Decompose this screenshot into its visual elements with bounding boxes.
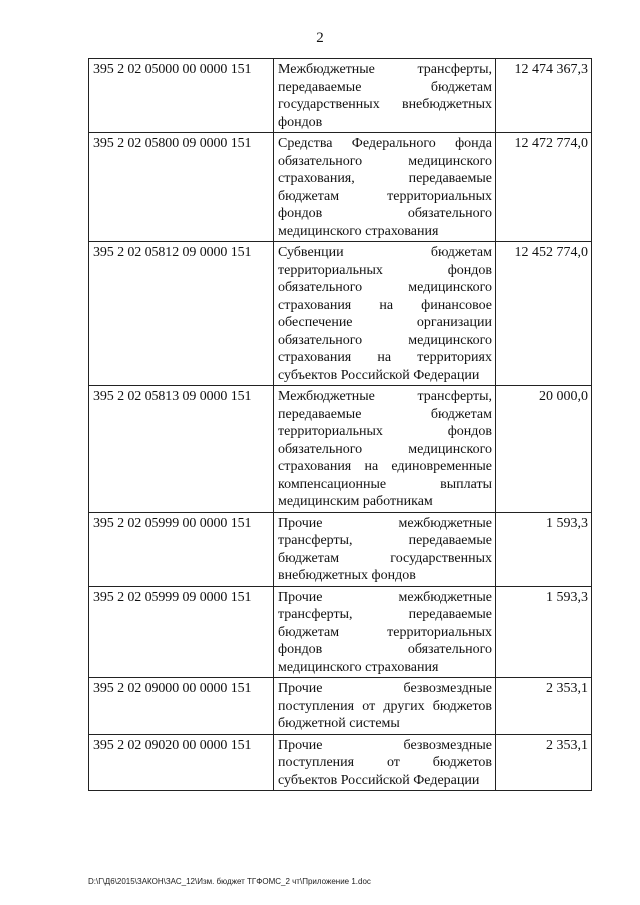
name-cell: Прочие безвозмездные поступления от бюджетов субъектов Российской Федерации (274, 734, 496, 791)
table-row (89, 59, 592, 133)
code-cell: 395 2 02 05999 00 0000 151 (89, 512, 274, 586)
code-cell: 395 2 02 05800 09 0000 151 (89, 133, 274, 242)
code-cell: 395 2 02 05813 09 0000 151 (89, 386, 274, 513)
table-row (89, 512, 592, 586)
name-cell: Межбюджетные трансферты, передаваемые бюджетам государственных внебюджетных фондов (274, 59, 496, 133)
code-cell: 395 2 02 05812 09 0000 151 (89, 242, 274, 386)
code-cell: 395 2 02 05999 09 0000 151 (89, 586, 274, 678)
amount-cell: 20 000,0 (496, 386, 592, 513)
table-row (89, 133, 592, 242)
file-path-footer: D:\Г\Д6\2015\ЗАКОН\ЗАС_12\Изм. бюджет ТГФОМС_2 чт\Приложение 1.doc (88, 877, 371, 886)
table-row (89, 678, 592, 735)
name-cell: Прочие межбюджетные трансферты, передаваемые бюджетам территориальных фондов обязательного медицинского страхования (274, 586, 496, 678)
amount-cell: 2 353,1 (496, 678, 592, 735)
code-cell: 395 2 02 05000 00 0000 151 (89, 59, 274, 133)
table-row (89, 386, 592, 513)
amount-cell: 1 593,3 (496, 512, 592, 586)
name-cell: Межбюджетные трансферты, передаваемые бюджетам территориальных фондов обязательного медицинского страхования на единовременные компенсационные выплаты медицинским работникам (274, 386, 496, 513)
table-row (89, 586, 592, 678)
budget-table (88, 58, 592, 791)
code-cell: 395 2 02 09000 00 0000 151 (89, 678, 274, 735)
table-row (89, 734, 592, 791)
name-cell: Прочие межбюджетные трансферты, передаваемые бюджетам государственных внебюджетных фондов (274, 512, 496, 586)
amount-cell: 1 593,3 (496, 586, 592, 678)
name-cell: Прочие безвозмездные поступления от других бюджетов бюджетной системы (274, 678, 496, 735)
code-cell: 395 2 02 09020 00 0000 151 (89, 734, 274, 791)
amount-cell: 2 353,1 (496, 734, 592, 791)
page-number: 2 (316, 30, 324, 46)
table-row (89, 242, 592, 386)
amount-cell: 12 472 774,0 (496, 133, 592, 242)
name-cell: Средства Федерального фонда обязательного медицинского страхования, передаваемые бюджетам территориальных фондов обязательного медицинского страхования (274, 133, 496, 242)
table-body (89, 59, 592, 791)
amount-cell: 12 474 367,3 (496, 59, 592, 133)
name-cell: Субвенции бюджетам территориальных фондов обязательного медицинского страхования на финансовое обеспечение организации обязательного медицинского страхования на территориях субъектов Российской Федерации (274, 242, 496, 386)
amount-cell: 12 452 774,0 (496, 242, 592, 386)
